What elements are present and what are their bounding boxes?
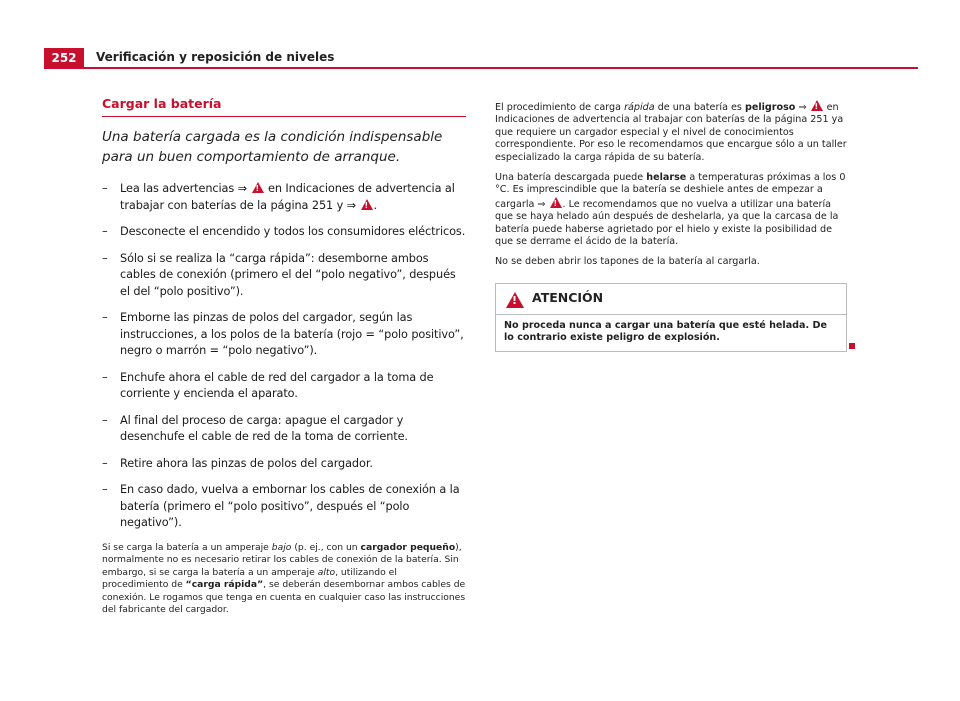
paragraph-frozen-battery: Una batería descargada puede helarse a temperaturas próximas a los 0 °C. Es imprescindible que la batería se deshiele antes de empezar a cargarla ⇒ !. Le recomendamos que no vuelva a utilizar una batería que se haya helado aún después de deshelarla, ya que la carcasa de la batería puede haberse agrietado por el hielo y existe la posibilidad de que se derrame el ácido de la batería.: [495, 172, 847, 248]
bullet-dash: –: [102, 370, 108, 384]
step-item: – Lea las advertencias ⇒ ! en Indicaciones de advertencia al trabajar con baterías de la página 251 y ⇒ !.: [102, 181, 466, 214]
bullet-dash: –: [102, 413, 108, 427]
section-subtitle: Una batería cargada es la condición indispensable para un buen comportamiento de arranque.: [102, 129, 443, 165]
paragraph-caps: No se deben abrir los tapones de la batería al cargarla.: [495, 256, 760, 268]
section-rule: [102, 116, 466, 117]
header-rule: [44, 67, 918, 69]
section-title: Cargar la batería: [102, 96, 222, 111]
steps-list: [102, 181, 466, 532]
left-column: [102, 96, 466, 617]
warning-title: ATENCIÓN: [532, 289, 604, 305]
right-column: [495, 100, 847, 352]
step-item: – Emborne las pinzas de polos del cargador, según las instrucciones, a los polos de la batería (rojo = “polo positivo”, negro o marrón = “polo negativo”).: [102, 311, 464, 357]
step-item: – Sólo si se realiza la “carga rápida”: desemborne ambos cables de conexión (primero el del “polo negativo”, después el del “polo positivo”).: [102, 251, 456, 298]
warning-triangle-icon: [550, 197, 562, 208]
warning-box-header: [496, 284, 846, 315]
warning-triangle-icon: [506, 292, 524, 308]
warning-body: No proceda nunca a cargar una batería que esté helada. De lo contrario existe peligro de explosión.: [504, 319, 827, 344]
bullet-dash: –: [102, 456, 108, 470]
step-item: – Enchufe ahora el cable de red del cargador a la toma de corriente y encienda el aparato.: [102, 370, 434, 400]
bullet-dash: –: [102, 182, 108, 195]
bullet-dash: –: [102, 225, 108, 238]
bullet-dash: –: [102, 483, 108, 496]
paragraph-fast-charge: El procedimiento de carga rápida de una batería es peligroso ⇒ ! en Indicaciones de advertencia al trabajar con baterías de la página 251 ya que requiere un cargador especial y el nivel de conocimientos correspondiente. Por eso le recomendamos que encargue sólo a un taller especializado la carga rápida de su batería.: [495, 100, 847, 164]
step-item: – En caso dado, vuelva a embornar los cables de conexión a la batería (primero el “polo positivo”, después el “polo negativo”).: [102, 483, 460, 529]
warning-triangle-icon: [811, 100, 823, 111]
step-item: – Retire ahora las pinzas de polos del cargador.: [102, 456, 466, 473]
step-item: – Desconecte el encendido y todos los consumidores eléctricos.: [102, 224, 466, 241]
bullet-dash: –: [102, 311, 108, 324]
header-title: Verificación y reposición de niveles: [96, 50, 335, 64]
warning-triangle-icon: [361, 199, 373, 210]
step-item: – Al final del proceso de carga: apague el cargador y desenchufe el cable de red de la toma de corriente.: [102, 413, 408, 443]
page-number: 252: [44, 48, 84, 68]
bullet-dash: –: [102, 251, 108, 265]
end-square-icon: [849, 343, 855, 349]
warning-box: [495, 283, 847, 352]
warning-triangle-icon: [252, 182, 264, 193]
note-paragraph: Si se carga la batería a un amperaje bajo (p. ej., con un cargador pequeño), normalmente no es necesario retirar los cables de conexión de la batería. Sin embargo, si se carga la batería a un amperaje alto, utilizando el procedimiento de “carga rápida”, se deberán desembornar ambos cables de conexión. Le rogamos que tenga en cuenta en cualquier caso las instrucciones del fabricante del cargador.: [102, 541, 466, 616]
